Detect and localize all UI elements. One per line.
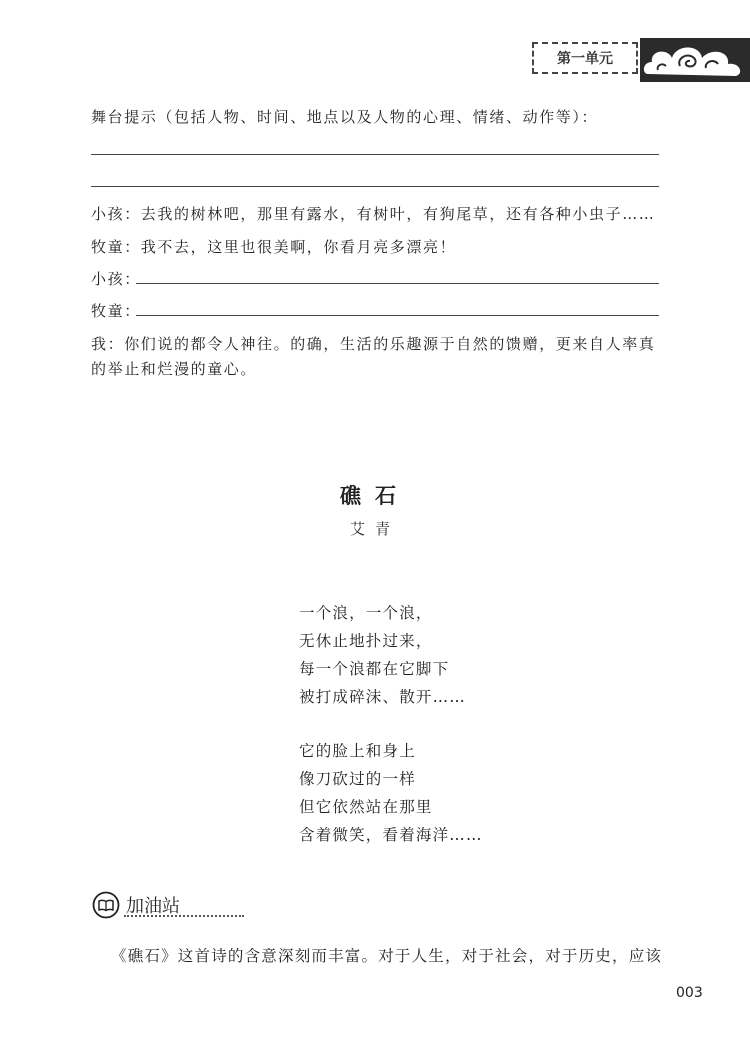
poem-line: 但它依然站在那里 <box>299 798 433 816</box>
answer-line-2[interactable] <box>91 186 659 187</box>
unit-label: 第一单元 <box>532 42 638 74</box>
dialogue-line-me-2: 的举止和烂漫的童心。 <box>91 360 258 378</box>
section-title: 加油站 <box>126 896 180 917</box>
poem-line: 一个浪，一个浪， <box>299 604 433 622</box>
book-icon <box>92 891 120 919</box>
poem-line: 它的脸上和身上 <box>299 742 416 760</box>
poem-line: 像刀砍过的一样 <box>299 770 416 788</box>
section-underline <box>124 915 244 917</box>
poem-author: 艾青 <box>349 520 400 538</box>
dialogue-label-child: 小孩： <box>91 270 141 288</box>
poem-line: 被打成碎沫、散开…… <box>299 688 467 706</box>
cloud-ornament-icon <box>640 38 750 82</box>
child-fill-line[interactable] <box>136 283 659 284</box>
dialogue-line-me-1: 我：你们说的都令人神往。的确，生活的乐趣源于自然的馈赠，更来自人率真 <box>91 335 656 353</box>
shepherd-fill-line[interactable] <box>136 315 659 316</box>
section-text: 《礁石》这首诗的含意深刻而丰富。对于人生，对于社会，对于历史，应该 <box>111 947 663 965</box>
poem-line: 含着微笑，看着海洋…… <box>299 826 483 844</box>
dialogue-line-child: 小孩：去我的树林吧，那里有露水，有树叶，有狗尾草，还有各种小虫子…… <box>91 205 656 223</box>
stage-prompt: 舞台提示（包括人物、时间、地点以及人物的心理、情绪、动作等）： <box>91 108 599 126</box>
dialogue-label-shepherd: 牧童： <box>91 302 141 320</box>
poem-line: 每一个浪都在它脚下 <box>299 660 450 678</box>
poem-title: 礁石 <box>340 484 410 508</box>
dialogue-line-shepherd: 牧童：我不去，这里也很美啊，你看月亮多漂亮！ <box>91 238 457 256</box>
page-number: 003 <box>676 985 703 1001</box>
answer-line-1[interactable] <box>91 154 659 155</box>
poem-line: 无休止地扑过来， <box>299 632 433 650</box>
